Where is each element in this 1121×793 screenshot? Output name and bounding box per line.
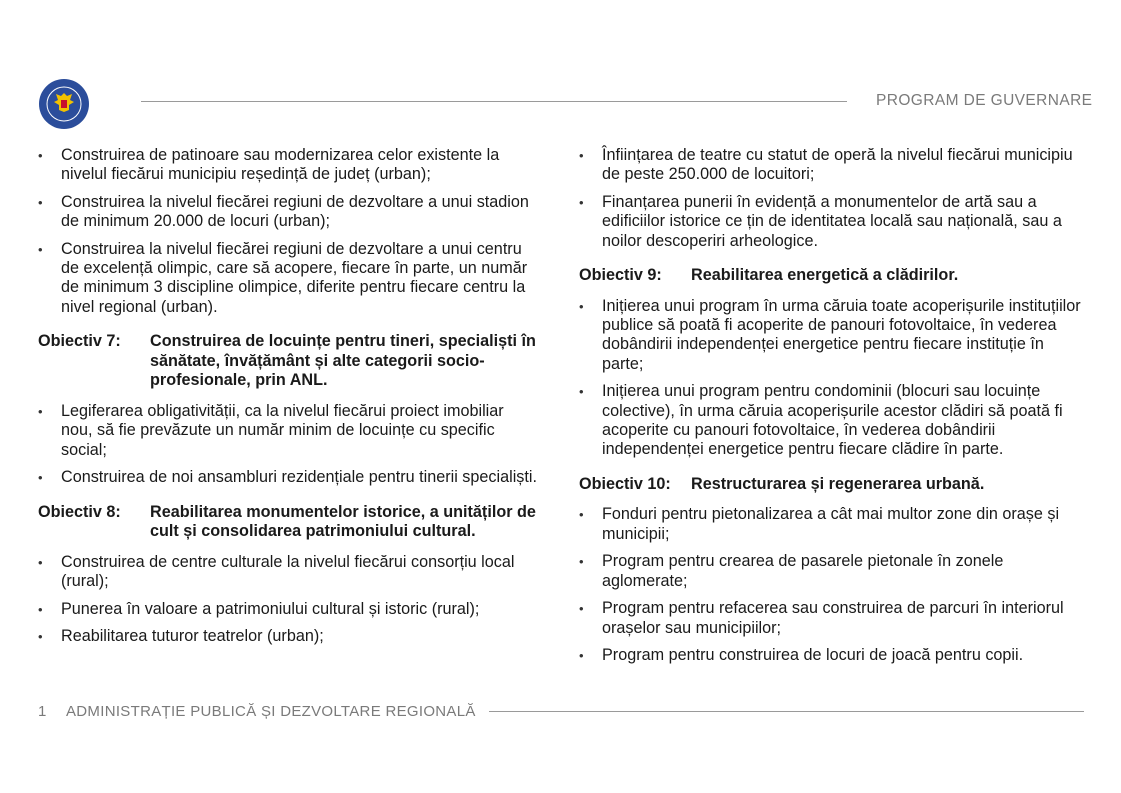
list-item: • Construirea de patinoare sau modernizarea celor existente la nivelul fiecărui municipiu reședință de județ (urban); — [38, 146, 538, 185]
objective-10-heading — [579, 475, 1089, 495]
list-item: • Finanțarea punerii în evidență a monumentelor de artă sau a edificiilor istorice ce țin de identitatea locală sau națională, sau a noilor descoperiri arheologice. — [579, 193, 1089, 251]
left-top-list — [38, 146, 538, 317]
footer-rule — [489, 711, 1084, 712]
list-item: • Fonduri pentru pietonalizarea a cât mai multor zone din orașe și municipii; — [579, 505, 1089, 544]
list-item: • Construirea de noi ansambluri rezidențiale pentru tinerii specialiști. — [38, 468, 538, 487]
objective-title: Reabilitarea monumentelor istorice, a unităților de cult și consolidarea patrimoniului cultural. — [150, 502, 536, 541]
objective-7-list — [38, 402, 538, 488]
right-top-list — [579, 146, 1089, 251]
list-item: • Inițierea unui program în urma căruia toate acoperișurile instituțiilor publice să poată fi acoperite de panouri fotovoltaice, în vederea dobândirii independenței energetice pentru fiecare instituție în parte; — [579, 297, 1089, 375]
list-item: • Program pentru crearea de pasarele pietonale în zonele aglomerate; — [579, 552, 1089, 591]
government-logo — [38, 78, 90, 130]
list-item: • Program pentru refacerea sau construirea de parcuri în interiorul orașelor sau municipiilor; — [579, 599, 1089, 638]
objective-title: Restructurarea și regenerarea urbană. — [691, 474, 985, 493]
objective-9-heading — [579, 266, 1089, 286]
objective-7-heading — [38, 332, 538, 391]
list-item: • Legiferarea obligativității, ca la nivelul fiecărui proiect imobiliar nou, să fie prevăzute un număr minim de locuințe cu specific social; — [38, 402, 538, 460]
header-rule — [141, 101, 847, 102]
objective-number: Obiectiv 10: — [579, 474, 671, 493]
objective-8-heading — [38, 503, 538, 542]
list-item: • Construirea la nivelul fiecărei regiuni de dezvoltare a unui stadion de minimum 20.000 de locuri (urban); — [38, 193, 538, 232]
list-item: • Program pentru construirea de locuri de joacă pentru copii. — [579, 646, 1089, 665]
list-item: • Construirea la nivelul fiecărei regiuni de dezvoltare a unui centru de excelență olimpic, care să acopere, fiecare în parte, un număr de minimum 3 discipline olimpice, diferite pentru fiecare centru la nivel regional (urban). — [38, 240, 538, 318]
objective-8-list — [38, 553, 538, 647]
objective-number: Obiectiv 7: — [38, 332, 121, 351]
objective-title: Construirea de locuințe pentru tineri, specialiști în sănătate, învățământ și alte categorii socio-profesionale, prin ANL. — [150, 332, 536, 390]
objective-9-list — [579, 297, 1089, 460]
list-item: • Construirea de centre culturale la nivelul fiecărui consorțiu local (rural); — [38, 553, 538, 592]
list-item: • Punerea în valoare a patrimoniului cultural și istoric (rural); — [38, 600, 538, 619]
right-column — [579, 146, 1089, 673]
list-item: • Înființarea de teatre cu statut de operă la nivelul fiecărui municipiu de peste 250.000 de locuitori; — [579, 146, 1089, 185]
left-column — [38, 146, 538, 654]
page-number: 1 — [38, 703, 47, 720]
objective-title: Reabilitarea energetică a clădirilor. — [691, 266, 959, 285]
objective-10-list — [579, 505, 1089, 665]
document-title: PROGRAM DE GUVERNARE — [876, 92, 1093, 109]
objective-number: Obiectiv 8: — [38, 502, 121, 521]
objective-number: Obiectiv 9: — [579, 266, 662, 285]
list-item: • Reabilitarea tuturor teatrelor (urban); — [38, 627, 538, 646]
section-title: ADMINISTRAȚIE PUBLICĂ ȘI DEZVOLTARE REGIONALĂ — [66, 703, 476, 720]
list-item: • Inițierea unui program pentru condominii (blocuri sau locuințe colective), în urma căruia acoperișurile acestor clădiri să poată fi acoperite cu panouri fotovoltaice, în vederea dobândirii independenței energetice pentru fiecare clădire în parte. — [579, 382, 1089, 460]
